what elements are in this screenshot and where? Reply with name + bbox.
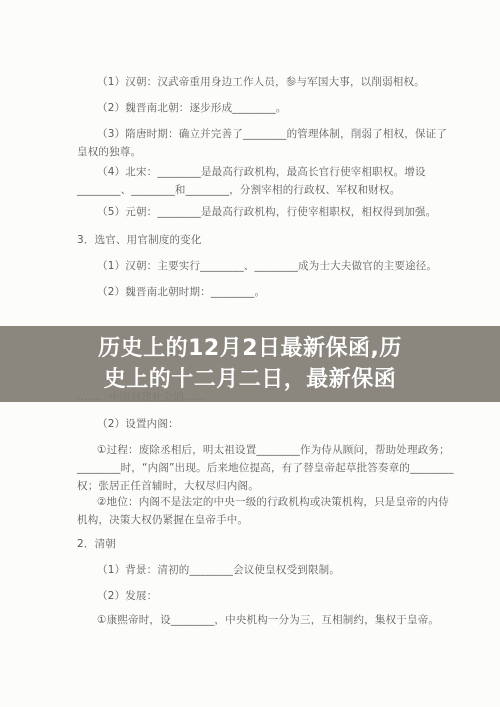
doc-line: （1）汉朝：汉武帝重用身边工作人员，参与军国大事，以削弱相权。 bbox=[97, 76, 425, 88]
banner-title-line-2: 史上的十二月二日，最新保函 bbox=[103, 367, 397, 392]
doc-line: （5）元朝：________是最高行政机构，行使宰相职权，相权得到加强。 bbox=[97, 206, 437, 218]
doc-line: （4）北宋：________是最高行政机构，最高长官行使宰相职权。增设 bbox=[97, 166, 426, 178]
doc-line: （2）魏晋南北朝：逐步形成________。 bbox=[97, 102, 287, 114]
doc-line: ②地位：内阁不是法定的中央一级的行政机构或决策机构，只是皇帝的内侍 bbox=[97, 496, 450, 508]
doc-line: ________时，“内阁”出现。后来地位提高，有了替皇帝起草批答奏章的________ bbox=[77, 462, 454, 474]
doc-line: ①康熙帝时，设________，中央机构一分为三，互相制约，集权于皇帝。 bbox=[97, 614, 440, 626]
doc-line: 机构，决策大权仍紧握在皇帝手中。 bbox=[77, 514, 249, 526]
doc-line: （1）背景：清初的________会议使皇权受到限制。 bbox=[97, 564, 341, 576]
doc-line: （1）汉朝：主要实行________、________成为士大夫做官的主要途径。 bbox=[97, 260, 438, 272]
doc-line: ①过程：废除丞相后，明太祖设置________作为侍从顾问，帮助处理政务； bbox=[97, 444, 450, 456]
doc-line: （2）设置内阁： bbox=[97, 418, 179, 430]
doc-line: 皇权的独尊。 bbox=[77, 146, 142, 158]
section-heading: 3．选官、用官制度的变化 bbox=[77, 234, 202, 246]
doc-line: ________、________和________，分割宰相的行政权、军权和财权。 bbox=[77, 184, 401, 196]
section-heading: 2．清朝 bbox=[77, 538, 116, 550]
doc-line: （2）发展： bbox=[97, 590, 158, 602]
doc-line: 权；张居正任首辅时，大权尽归内阁。 bbox=[77, 480, 259, 492]
doc-line: （3）隋唐时期：确立并完善了________的管理体制，削弱了相权，保证了 bbox=[97, 128, 448, 140]
banner-title-line-1: 历史上的12月2日最新保函,历 bbox=[98, 336, 402, 361]
doc-line: （2）魏晋南北朝时期：________。 bbox=[97, 286, 266, 298]
title-banner bbox=[0, 326, 500, 402]
